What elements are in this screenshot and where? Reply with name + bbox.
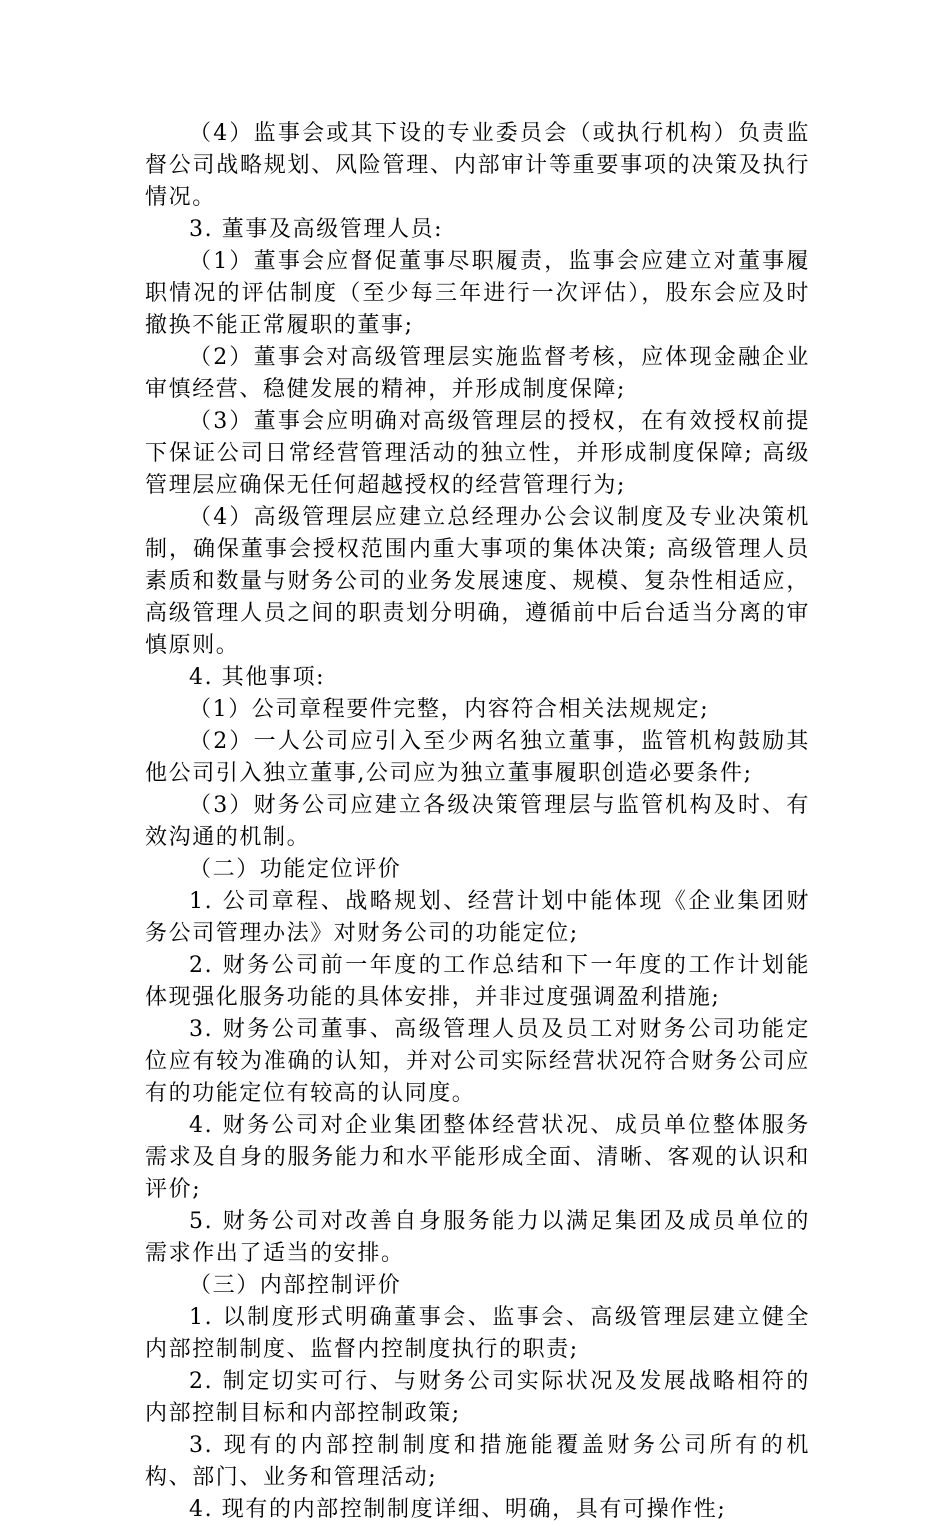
paragraph: （1）公司章程要件完整，内容符合相关法规规定; xyxy=(189,697,710,722)
paragraph: 2. 财务公司前一年度的工作总结和下一年度的工作计划能体现强化服务功能的具体安排，并非过度强调盈利措施; xyxy=(145,953,810,1010)
paragraph: 1. 公司章程、战略规划、经营计划中能体现《企业集团财务公司管理办法》对财务公司的功能定位; xyxy=(145,889,810,946)
paragraph: （3）财务公司应建立各级决策管理层与监管机构及时、有效沟通的机制。 xyxy=(145,793,810,850)
paragraph: 3. 现有的内部控制制度和措施能覆盖财务公司所有的机构、部门、业务和管理活动; xyxy=(145,1433,810,1490)
paragraph: （2）一人公司应引入至少两名独立董事，监管机构鼓励其他公司引入独立董事,公司应为独立董事履职创造必要条件; xyxy=(145,729,810,786)
paragraph: 5. 财务公司对改善自身服务能力以满足集团及成员单位的需求作出了适当的安排。 xyxy=(145,1209,810,1266)
section-heading: （三）内部控制评价 xyxy=(189,1273,402,1298)
paragraph: （1）董事会应督促董事尽职履责，监事会应建立对董事履职情况的评估制度（至少每三年进行一次评估），股东会应及时撤换不能正常履职的董事; xyxy=(145,249,810,338)
paragraph: （4）高级管理层应建立总经理办公会议制度及专业决策机制，确保董事会授权范围内重大事项的集体决策; 高级管理人员素质和数量与财务公司的业务发展速度、规模、复杂性相适应，高级管理人员之间的职责划分明确，遵循前中后台适当分离的审慎原则。 xyxy=(145,505,810,658)
section-heading: 3. 董事及高级管理人员: xyxy=(189,217,444,242)
paragraph: 4. 财务公司对企业集团整体经营状况、成员单位整体服务需求及自身的服务能力和水平能形成全面、清晰、客观的认识和评价; xyxy=(145,1113,810,1202)
paragraph: 1. 以制度形式明确董事会、监事会、高级管理层建立健全内部控制制度、监督内控制度执行的职责; xyxy=(145,1305,810,1362)
section-heading: （二）功能定位评价 xyxy=(189,857,402,882)
paragraph: （3）董事会应明确对高级管理层的授权，在有效授权前提下保证公司日常经营管理活动的独立性，并形成制度保障; 高级管理层应确保无任何超越授权的经营管理行为; xyxy=(145,409,810,498)
paragraph: 4. 现有的内部控制制度详细、明确，具有可操作性; xyxy=(189,1497,727,1522)
paragraph: （4）监事会或其下设的专业委员会（或执行机构）负责监督公司战略规划、风险管理、内部审计等重要事项的决策及执行情况。 xyxy=(145,121,810,210)
paragraph: （2）董事会对高级管理层实施监督考核，应体现金融企业审慎经营、稳健发展的精神，并形成制度保障; xyxy=(145,345,810,402)
paragraph: 3. 财务公司董事、高级管理人员及员工对财务公司功能定位应有较为准确的认知，并对公司实际经营状况符合财务公司应有的功能定位有较高的认同度。 xyxy=(145,1017,810,1106)
section-heading: 4. 其他事项: xyxy=(189,665,326,690)
paragraph: 2. 制定切实可行、与财务公司实际状况及发展战略相符的内部控制目标和内部控制政策; xyxy=(145,1369,810,1426)
document-body xyxy=(145,118,810,1526)
